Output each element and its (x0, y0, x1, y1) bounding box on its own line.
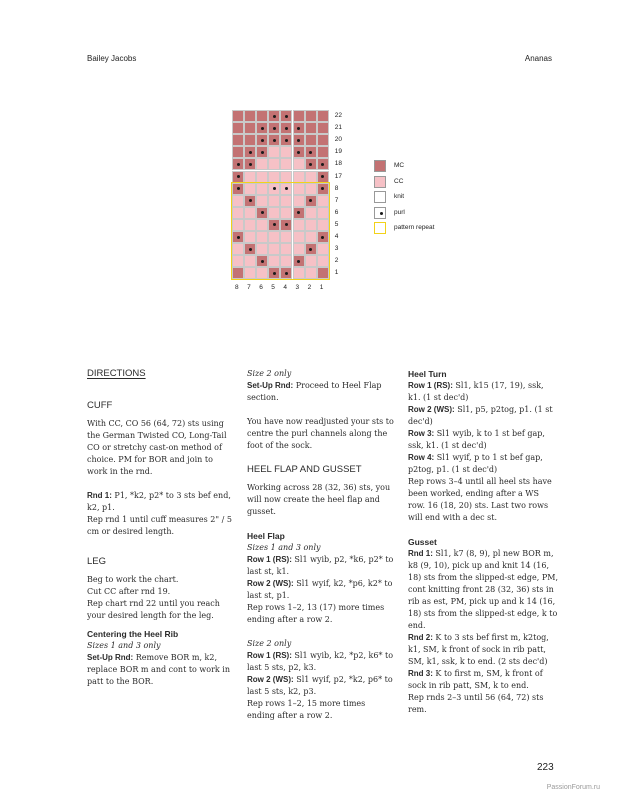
gusset-rnd-2 (408, 632, 558, 668)
rnd-text: P1, *k2, p2* to 3 sts bef end, k2, p1. (87, 491, 231, 512)
author-name: Bailey Jacobs (87, 54, 137, 63)
purl-dot (380, 212, 383, 215)
cuff-instructions: With CC, CO 56 (64, 72) sts using the German Twisted CO, Long-Tail CO or stretchy cast-on method of choice. PM for BOR and join to work in the rnd. (87, 419, 227, 476)
purl-dot (297, 127, 300, 130)
repeat-note: Rep rnds 2–3 until 56 (64, 72) sts rem. (408, 693, 544, 714)
chart-cell (244, 122, 256, 134)
chart-cell (305, 134, 317, 146)
rnd-label: Rnd 1: (408, 549, 433, 558)
row-label: Row 2 (WS): (247, 675, 294, 684)
rnd-label: Rnd 1: (87, 491, 112, 500)
purl-dot (249, 163, 252, 166)
row-2 (247, 578, 395, 602)
row-1 (247, 650, 395, 674)
legend-swatch (374, 191, 386, 203)
chart-column-number: 6 (259, 284, 263, 292)
chart-row-number: 6 (334, 208, 339, 216)
row-label: Row 2 (WS): (247, 579, 294, 588)
chart-cell (317, 134, 329, 146)
purl-dot (261, 139, 264, 142)
row-label: Row 1 (RS): (247, 555, 292, 564)
row-2 (247, 674, 395, 698)
chart-cell (317, 146, 329, 158)
legend-swatch (374, 160, 386, 172)
chart-column-number: 8 (235, 284, 239, 292)
row-text: Sl1 wyif, p2, *k2, p6* to last 5 sts, k2, p3. (247, 675, 393, 696)
cuff-heading: CUFF (87, 400, 113, 411)
leg-heading: LEG (87, 556, 107, 567)
row-text: Sl1 wyib, k2, *p2, k6* to last 5 sts, p2, k3. (247, 651, 394, 672)
chart-cell (268, 146, 280, 158)
row-text: Sl1, p5, p2tog, p1. (1 st dec'd) (408, 405, 553, 426)
chart-cell (293, 110, 305, 122)
chart-cell (244, 110, 256, 122)
setup-label: Set-Up Rnd: (87, 653, 134, 662)
setup-label: Set-Up Rnd: (247, 381, 294, 390)
column-2 (247, 368, 395, 722)
row-4 (408, 452, 558, 476)
rnd-label: Rnd 2: (408, 633, 433, 642)
purl-dot (261, 151, 264, 154)
chart-cell (232, 134, 244, 146)
cuff-rnd-1 (87, 490, 235, 514)
legend-label: knit (394, 193, 405, 200)
legend-swatch (374, 207, 386, 219)
chart-column-number: 5 (271, 284, 275, 292)
row-1 (247, 554, 395, 578)
rnd-label: Rnd 3: (408, 669, 433, 678)
chart-row-number: 1 (334, 269, 339, 277)
sizes-note: Sizes 1 and 3 only (247, 543, 321, 552)
chart-row-number: 19 (334, 148, 343, 156)
chart-column-number: 3 (295, 284, 300, 292)
purl-dot (297, 151, 300, 154)
chart-row-number: 3 (334, 245, 339, 253)
chart-cell (293, 158, 305, 170)
chart-row-number: 5 (334, 220, 339, 228)
legend-swatch (374, 176, 386, 188)
chart-column-number: 4 (283, 284, 288, 292)
setup-rnd (87, 652, 235, 688)
chart-cell (232, 110, 244, 122)
chart-cell (256, 110, 268, 122)
colorwork-chart (232, 110, 566, 300)
chart-row-number: 22 (334, 112, 343, 119)
legend-label: pattern repeat (394, 224, 435, 231)
legend-swatch (374, 222, 386, 234)
repeat-note: Rep rows 1–2, 15 more times ending after a row 2. (247, 699, 366, 720)
gusset-rnd-3 (408, 668, 558, 692)
chart-column-number: 1 (319, 284, 324, 292)
purl-dot (297, 139, 300, 142)
directions-heading: DIRECTIONS (87, 368, 146, 379)
row-text: Sl1, k15 (17, 19), ssk, k1. (1 st dec'd) (408, 381, 544, 402)
leg-instructions: Beg to work the chart. Cut CC after rnd 19. Rep chart rnd 22 until you reach your desired length for the leg. (87, 575, 220, 620)
page-number: 223 (537, 762, 554, 773)
purl-dot (237, 163, 240, 166)
chart-row-number: 8 (334, 184, 339, 192)
gusset-rnd-1 (408, 548, 558, 632)
row-text: Sl1 wyif, k2, *p6, k2* to last st, p1. (247, 579, 393, 600)
working-note: Working across 28 (32, 36) sts, you will now create the heel flap and gusset. (247, 483, 391, 516)
chart-cell (317, 122, 329, 134)
purl-dot (285, 127, 288, 130)
chart-row-number: 4 (334, 233, 339, 240)
chart-row-number: 17 (334, 172, 343, 180)
row-text: Sl1 wyib, k to 1 st bef gap, ssk, k1. (1 st dec'd) (408, 429, 545, 450)
chart-cell (305, 110, 317, 122)
legend-label: CC (394, 177, 404, 185)
legend-label: MC (394, 162, 405, 169)
purl-dot (309, 151, 312, 154)
cuff-repeat: Rep rnd 1 until cuff measures 2" / 5 cm or desired length. (87, 515, 232, 536)
purl-dot (285, 139, 288, 142)
chart-column-number: 7 (247, 284, 251, 292)
sizes-note: Size 2 only (247, 369, 292, 378)
purl-dot (273, 127, 276, 130)
setup-rnd (247, 380, 395, 404)
chart-cell (244, 134, 256, 146)
chart-cell (280, 158, 292, 170)
chart-cell (268, 158, 280, 170)
purl-dot (273, 139, 276, 142)
chart-row-number: 7 (334, 196, 339, 204)
row-2 (408, 404, 558, 428)
chart-cell (317, 110, 329, 122)
purl-dot (237, 175, 240, 178)
watermark: PassionForum.ru (546, 784, 600, 791)
sizes-note: Sizes 1 and 3 only (87, 641, 161, 650)
heel-turn-heading: Heel Turn (408, 369, 447, 379)
row-label: Row 1 (RS): (408, 381, 453, 390)
chart-cell (232, 122, 244, 134)
chart-row-number: 20 (334, 136, 343, 144)
chart-row-number: 2 (334, 257, 339, 265)
pattern-repeat-outline (231, 182, 330, 281)
setup-text: Proceed to Heel Flap section. (247, 381, 382, 402)
readjusted-note: You have now readjusted your sts to centre the purl channels along the foot of the sock. (247, 417, 394, 450)
rnd-text: Sl1, k7 (8, 9), pl new BOR m, k8 (9, 10), pick up and knit 14 (16, 18) sts from the slipped-st edge, PM, cont knitting front 28 (32, 36) sts in rib as est, PM, pick up and k 14 (16, 18) sts from the slipped-st edge, k to end. (408, 549, 558, 630)
row-text: Sl1 wyib, p2, *k6, p2* to last st, k1. (247, 555, 394, 576)
chart-cell (305, 122, 317, 134)
purl-dot (261, 127, 264, 130)
chart-column-number: 2 (307, 284, 312, 292)
gusset-heading: Gusset (408, 537, 437, 547)
repeat-note: Rep rows 3–4 until all heel sts have been worked, ending after a WS row. 16 (18, 20) sts. Last two rows will end with a dec st. (408, 477, 552, 522)
column-1 (87, 368, 235, 688)
legend-label: purl (394, 208, 405, 216)
heel-flap-gusset-heading: HEEL FLAP AND GUSSET (247, 464, 362, 475)
chart-row-number: 21 (334, 124, 343, 132)
row-text: Sl1 wyif, p to 1 st bef gap, p2tog, p1. (1 st dec'd) (408, 453, 543, 474)
rnd-text: K to 3 sts bef first m, k2tog, k1, SM, k front of sock in rib patt, SM, k1, ssk, k to end. (2 sts dec'd) (408, 633, 549, 666)
purl-dot (285, 115, 288, 118)
row-3 (408, 428, 558, 452)
repeat-note: Rep rows 1–2, 13 (17) more times ending after a row 2. (247, 603, 385, 624)
purl-dot (249, 151, 252, 154)
sizes-note: Size 2 only (247, 639, 292, 648)
setup-text: Remove BOR m, k2, replace BOR m and cont to work in patt to the BOR. (87, 653, 231, 686)
pattern-name: Ananas (524, 54, 552, 63)
chart-row-number: 18 (334, 160, 343, 168)
row-1 (408, 380, 558, 404)
heel-flap-heading: Heel Flap (247, 531, 285, 541)
row-label: Row 4: (408, 453, 435, 462)
row-label: Row 3: (408, 429, 435, 438)
centering-heel-rib-heading: Centering the Heel Rib (87, 629, 179, 639)
rnd-text: K to first m, SM, k front of sock in rib patt, SM, k to end. (408, 669, 543, 690)
column-3 (408, 368, 558, 716)
row-label: Row 1 (RS): (247, 651, 292, 660)
chart-cell (232, 146, 244, 158)
purl-dot (273, 115, 276, 118)
chart-cell (280, 146, 292, 158)
row-label: Row 2 (WS): (408, 405, 455, 414)
chart-cell (256, 158, 268, 170)
